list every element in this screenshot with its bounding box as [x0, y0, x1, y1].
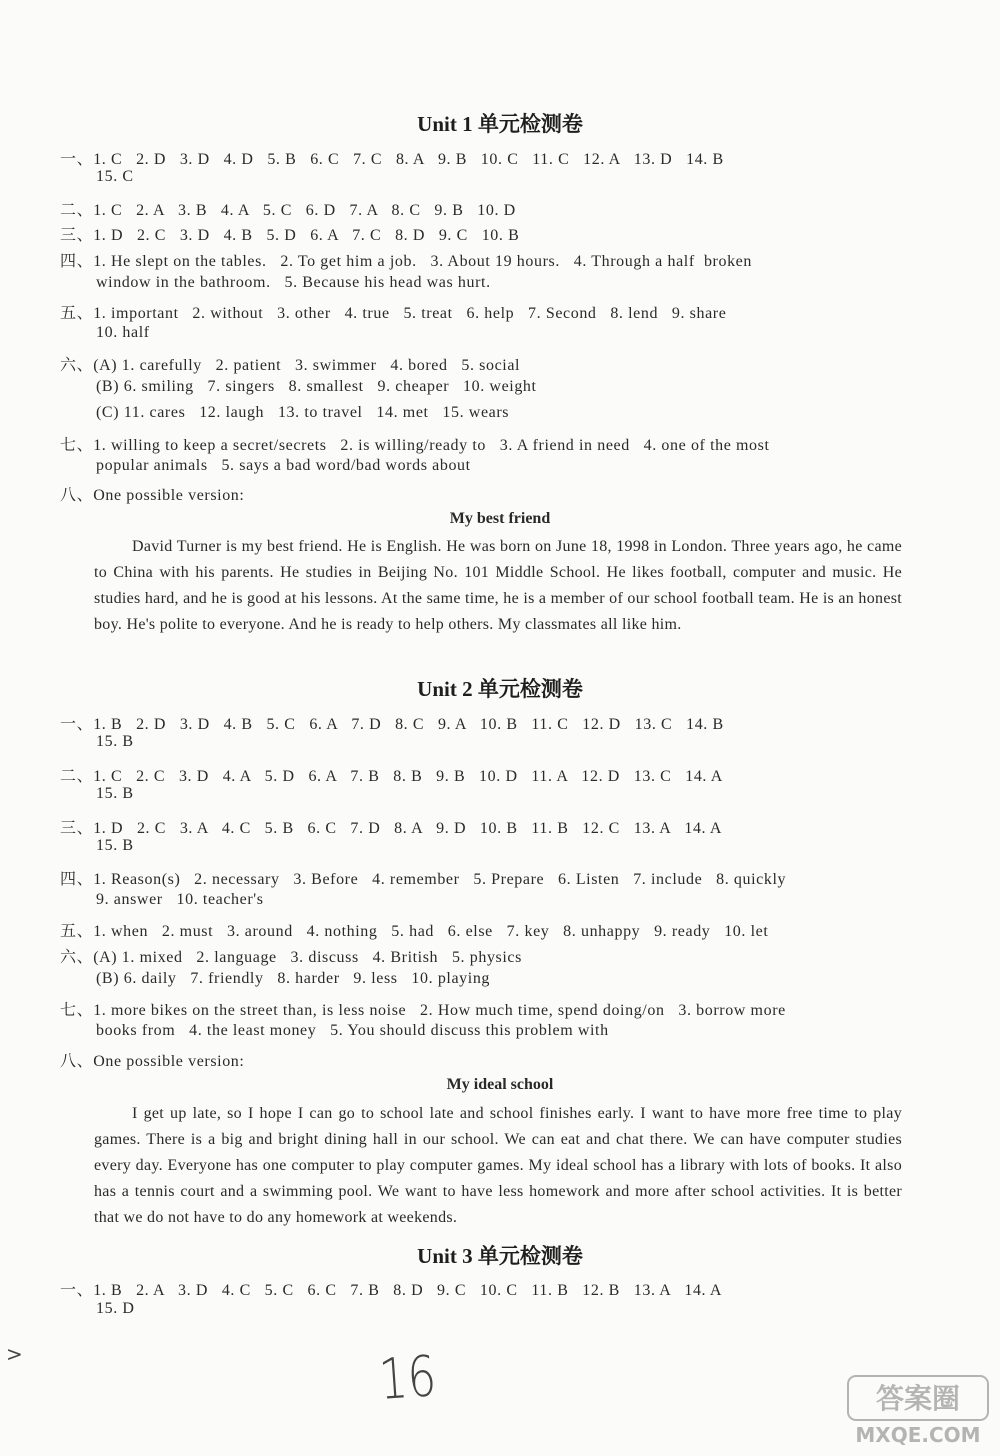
handwritten-page-number: 16: [376, 1344, 439, 1413]
watermark-text-top: 答案圈: [875, 1382, 961, 1415]
unit3-section1-cont: 15. D: [96, 1300, 135, 1317]
unit2-section1-cont: 15. B: [96, 733, 134, 750]
unit1-section4-cont: window in the bathroom. 5. Because his head was hurt.: [96, 274, 491, 291]
unit2-section6a: 六、(A) 1. mixed 2. language 3. discuss 4. British 5. physics: [60, 949, 522, 966]
unit1-section7: 七、1. willing to keep a secret/secrets 2. is willing/ready to 3. A friend in need 4. one of the most: [60, 437, 770, 454]
unit1-section5: 五、1. important 2. without 3. other 4. true 5. treat 6. help 7. Second 8. lend 9. share: [60, 305, 727, 322]
unit1-section6c: (C) 11. cares 12. laugh 13. to travel 14. met 15. wears: [96, 404, 510, 421]
unit2-section7-cont: books from 4. the least money 5. You should discuss this problem with: [96, 1022, 609, 1039]
unit1-section1-cont: 15. C: [96, 168, 134, 185]
margin-arrow-mark: >: [6, 1342, 23, 1366]
unit2-essay: I get up late, so I hope I can go to school late and school finishes early. I want to have more free time to play games. There is a big and bright dining hall in our school. We can eat and chat there. We can have computer studies every day. Everyone has one computer to play computer games. My ideal school has a library with lots of books. It also has a tennis court and a swimming pool. We want to have less homework and more after school activities. It is better that we do not have to do any homework at weekends.: [94, 1105, 902, 1226]
unit2-section6b: (B) 6. daily 7. friendly 8. harder 9. less 10. playing: [96, 970, 491, 987]
unit1-section7-cont: popular animals 5. says a bad word/bad words about: [96, 457, 471, 474]
unit2-section2-cont: 15. B: [96, 785, 134, 802]
unit2-section8: 八、One possible version:: [60, 1053, 245, 1070]
unit2-section2: 二、1. C 2. C 3. D 4. A 5. D 6. A 7. B 8. B 9. B 10. D 11. A 12. D 13. C 14. A: [60, 768, 723, 785]
unit2-title: Unit 2 单元检测卷: [417, 677, 583, 701]
unit2-section4: 四、1. Reason(s) 2. necessary 3. Before 4. remember 5. Prepare 6. Listen 7. include 8. quickly: [60, 871, 787, 888]
unit2-section3-cont: 15. B: [96, 837, 134, 854]
unit1-section5-cont: 10. half: [96, 324, 150, 341]
unit2-section1: 一、1. B 2. D 3. D 4. B 5. C 6. A 7. D 8. C 9. A 10. B 11. C 12. D 13. C 14. B: [60, 716, 724, 733]
unit2-section4-cont: 9. answer 10. teacher's: [96, 891, 264, 908]
unit1-section2: 二、1. C 2. A 3. B 4. A 5. C 6. D 7. A 8. C 9. B 10. D: [60, 202, 516, 219]
unit2-section7: 七、1. more bikes on the street than, is less noise 2. How much time, spend doing/on 3. borrow more: [60, 1002, 786, 1019]
unit1-section6b: (B) 6. smiling 7. singers 8. smallest 9. cheaper 10. weight: [96, 378, 537, 395]
unit2-section5: 五、1. when 2. must 3. around 4. nothing 5. had 6. else 7. key 8. unhappy 9. ready 10. let: [60, 923, 769, 940]
unit1-section8: 八、One possible version:: [60, 487, 245, 504]
unit3-section1: 一、1. B 2. A 3. D 4. C 5. C 6. C 7. B 8. D 9. C 10. C 11. B 12. B 13. A 14. A: [60, 1282, 723, 1299]
watermark-text-bottom: MXQE.COM: [855, 1423, 981, 1447]
unit3-title: Unit 3 单元检测卷: [417, 1244, 583, 1268]
unit1-section6a: 六、(A) 1. carefully 2. patient 3. swimmer 4. bored 5. social: [60, 357, 521, 374]
unit1-essay: David Turner is my best friend. He is English. He was born on June 18, 1998 in London. Three years ago, he came to China with his parents. He studies in Beijing No. 101 Middle School. He likes football, computer and music. He studies hard, and he is good at his lessons. At the same time, he is a member of our school football team. He is an honest boy. He's polite to everyone. And he is ready to help others. My classmates all like him.: [94, 538, 902, 633]
unit1-essay-title: My best friend: [449, 510, 551, 527]
unit2-section3: 三、1. D 2. C 3. A 4. C 5. B 6. C 7. D 8. A 9. D 10. B 11. B 12. C 13. A 14. A: [60, 820, 723, 837]
unit2-essay-title: My ideal school: [446, 1076, 554, 1093]
unit1-section3: 三、1. D 2. C 3. D 4. B 5. D 6. A 7. C 8. D 9. C 10. B: [60, 227, 520, 244]
unit1-section1: 一、1. C 2. D 3. D 4. D 5. B 6. C 7. C 8. A 9. B 10. C 11. C 12. A 13. D 14. B: [60, 151, 724, 168]
unit1-title: Unit 1 单元检测卷: [417, 112, 583, 136]
watermark-logo: [844, 1372, 992, 1450]
unit1-section4: 四、1. He slept on the tables. 2. To get him a job. 3. About 19 hours. 4. Through a half broken: [60, 253, 752, 270]
